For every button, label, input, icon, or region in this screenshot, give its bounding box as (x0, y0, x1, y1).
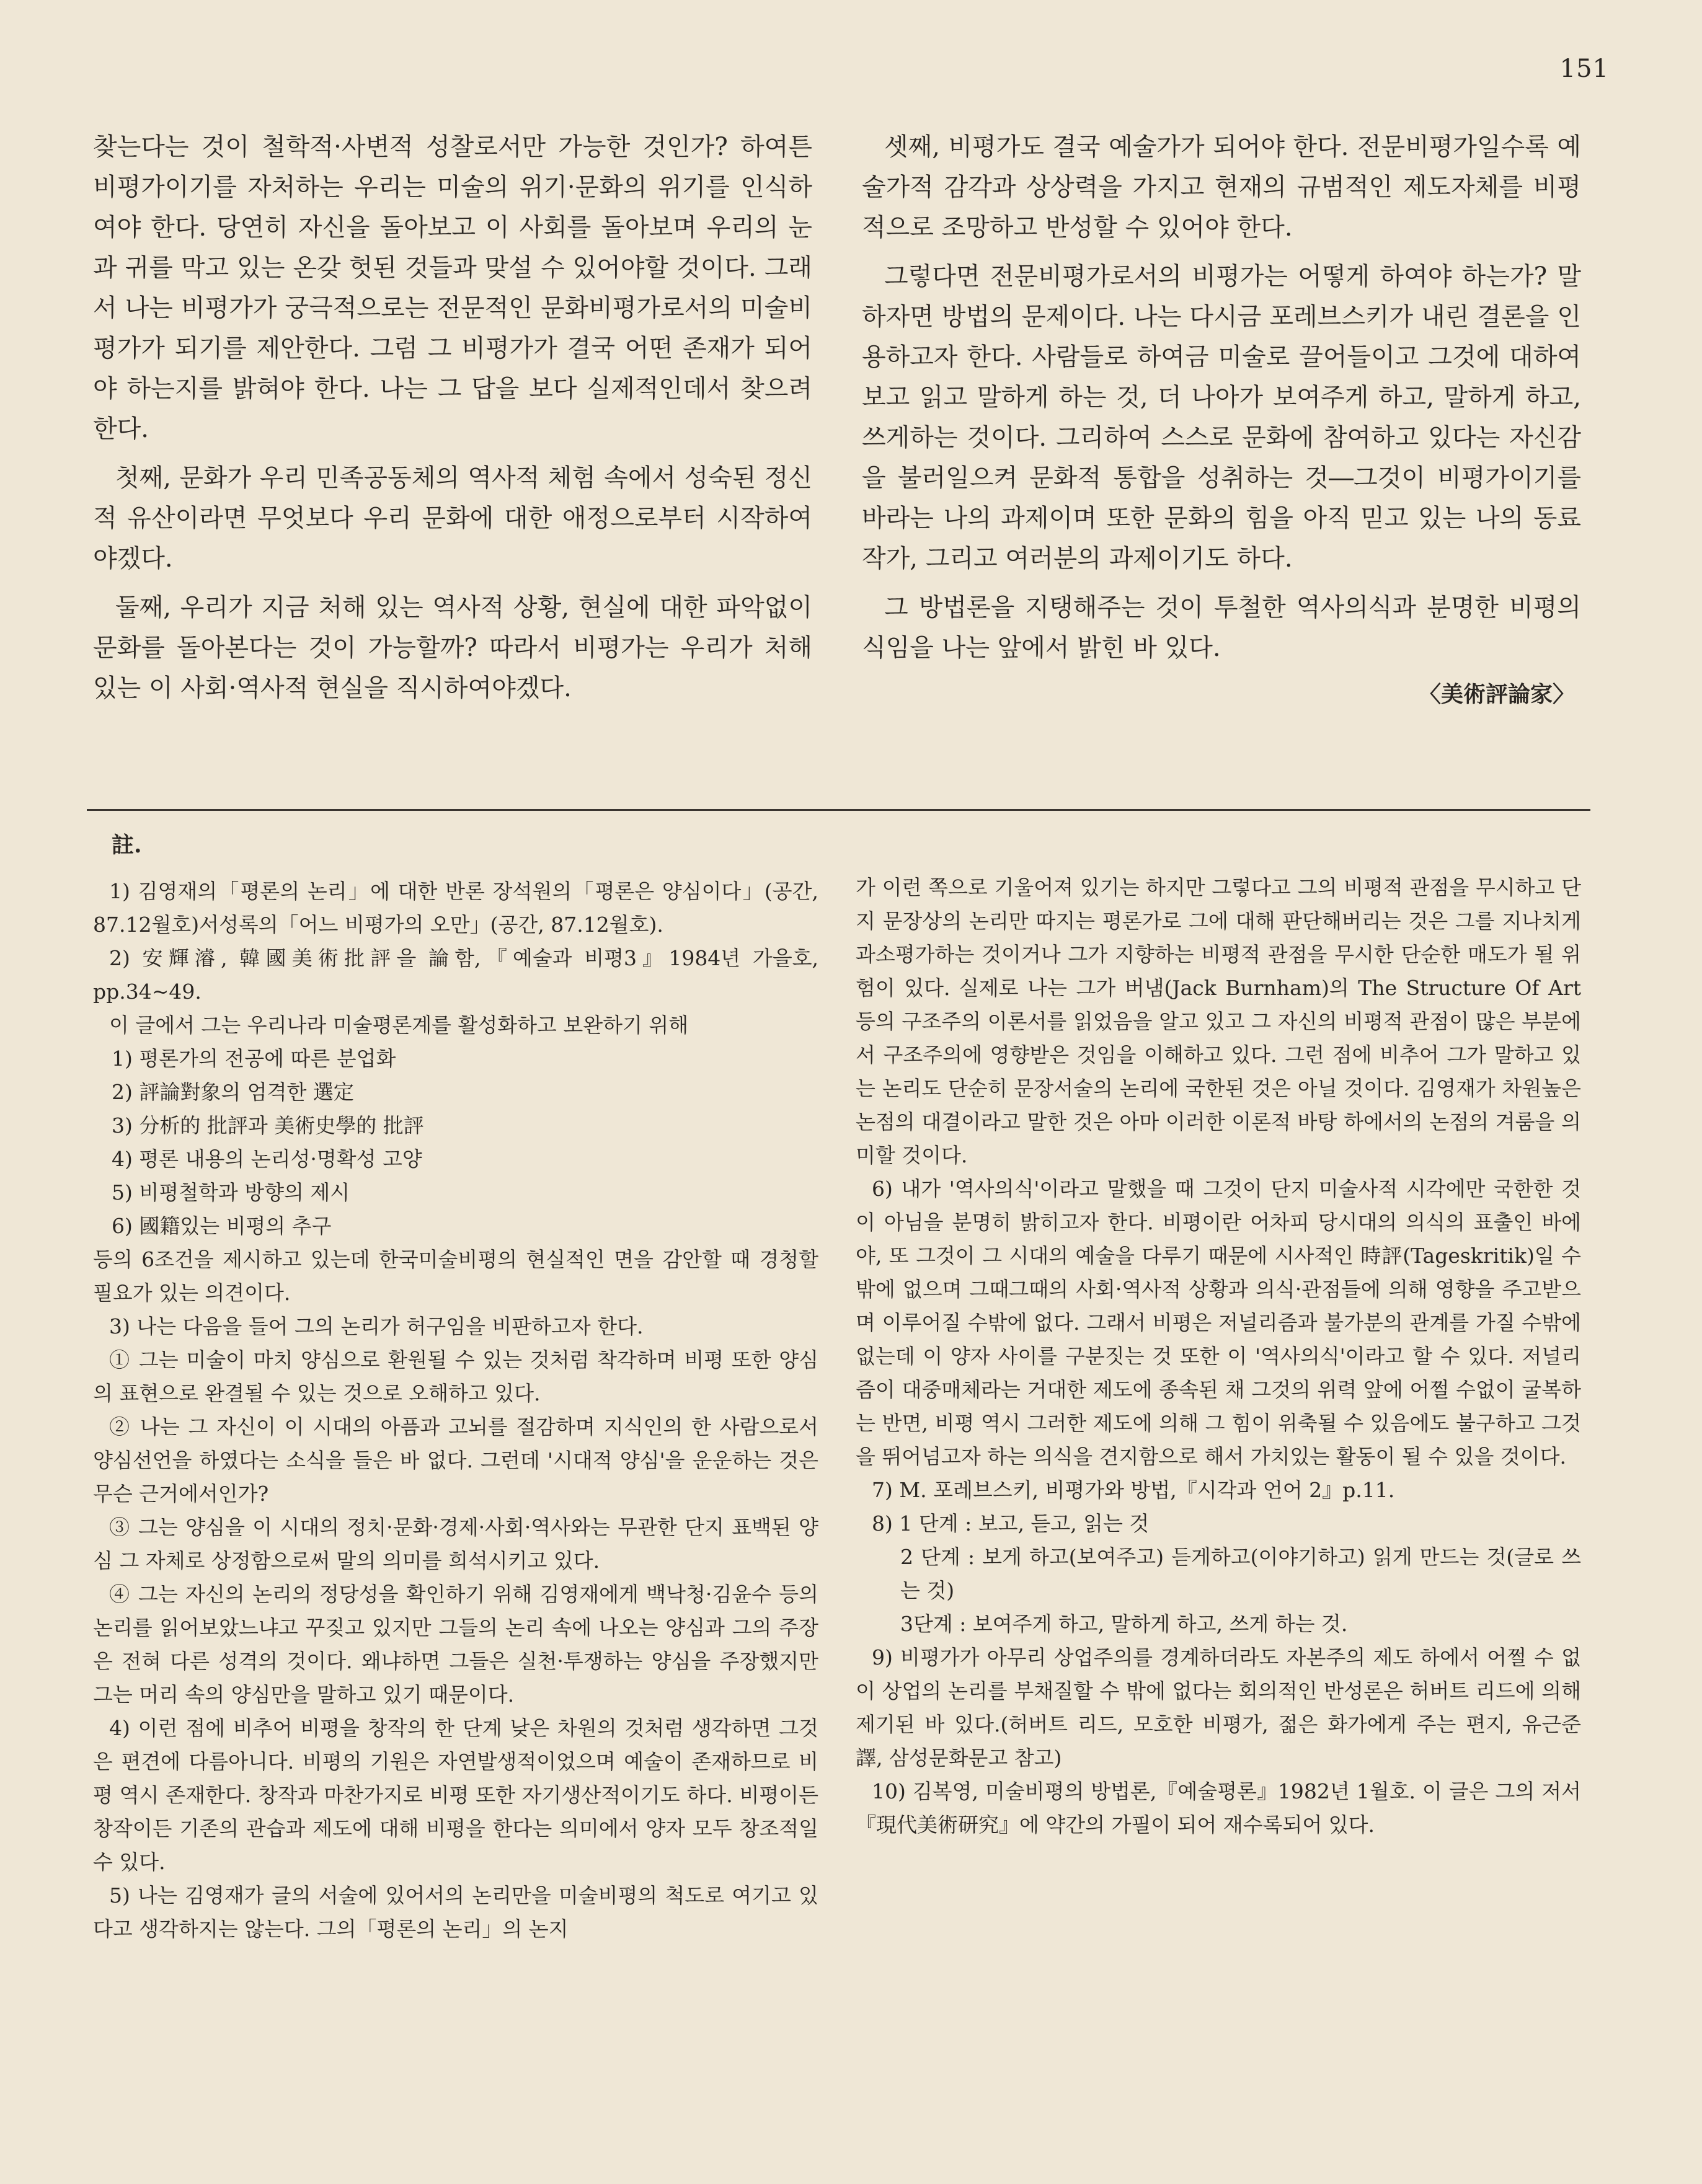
footnote-list-item: 2 단계 : 보게 하고(보여주고) 듣게하고(이야기하고) 읽게 만드는 것(글로 쓰는 것) (900, 1545, 1581, 1603)
page-number: 151 (1559, 55, 1609, 83)
footnotes-column-left (93, 828, 818, 1946)
main-column-left (93, 127, 812, 717)
footnotes (93, 828, 1581, 1946)
footnotes-column-right (856, 828, 1581, 1946)
footnote: 2) 安輝濬, 韓國美術批評을 論함,『예술과 비평3』1984년 가을호, pp.34~49. (93, 946, 818, 1004)
footnote: 8) 1 단계 : 보고, 듣고, 읽는 것 (872, 1511, 1150, 1536)
footnote: 7) M. 포레브스키, 비평가와 방법,『시각과 언어 2』p.11. (872, 1478, 1395, 1502)
footnote: ② 나는 그 자신이 이 시대의 아픔과 고뇌를 절감하며 지식인의 한 사람으로서 양심선언을 하였다는 소식을 들은 바 없다. 그런데 '시대적 양심'을 운운하는 것은 무슨 근거에서인가? (93, 1415, 818, 1506)
main-body (93, 127, 1581, 717)
body-paragraph: 그 방법론을 지탱해주는 것이 투철한 역사의식과 분명한 비평의식임을 나는 앞에서 밝힌 바 있다. (862, 593, 1581, 662)
footnote: 5) 나는 김영재가 글의 서술에 있어서의 논리만을 미술비평의 척도로 여기고 있다고 생각하지는 않는다. 그의「평론의 논리」의 논지 (93, 1883, 818, 1941)
footnote: ① 그는 미술이 마치 양심으로 환원될 수 있는 것처럼 착각하며 비평 또한 양심의 표현으로 완결될 수 있는 것으로 오해하고 있다. (93, 1348, 818, 1405)
footnote: 이 글에서 그는 우리나라 미술평론계를 활성화하고 보완하기 위해 (109, 1013, 689, 1037)
footnote: 3) 나는 다음을 들어 그의 논리가 허구임을 비판하고자 한다. (109, 1314, 644, 1338)
footnote: ④ 그는 자신의 논리의 정당성을 확인하기 위해 김영재에게 백낙청·김윤수 등의 논리를 읽어보았느냐고 꾸짖고 있지만 그들의 논리 속에 나오는 양심과 그의 주장은 전혀 다른 성격의 것이다. 왜냐하면 그들은 실천·투쟁하는 양심을 주장했지만 그는 머리 속의 양심만을 말하고 있기 때문이다. (93, 1582, 818, 1707)
body-paragraph: 찾는다는 것이 철학적·사변적 성찰로서만 가능한 것인가? 하여튼 비평가이기를 자처하는 우리는 미술의 위기·문화의 위기를 인식하여야 한다. 당연히 자신을 돌아보고 이 사회를 돌아보며 우리의 눈과 귀를 막고 있는 온갖 헛된 것들과 맞설 수 있어야할 것이다. 그래서 나는 비평가가 궁극적으로는 전문적인 문화비평가로서의 미술비평가가 되기를 제안한다. 그럼 그 비평가가 결국 어떤 존재가 되어야 하는지를 밝혀야 한다. 나는 그 답을 보다 실제적인데서 찾으려 한다. (93, 133, 812, 443)
footnote: ③ 그는 양심을 이 시대의 정치·문화·경제·사회·역사와는 무관한 단지 표백된 양심 그 자체로 상정함으로써 말의 의미를 희석시키고 있다. (93, 1515, 818, 1573)
main-column-right (862, 127, 1581, 717)
body-paragraph: 그렇다면 전문비평가로서의 비평가는 어떻게 하여야 하는가? 말하자면 방법의 문제이다. 나는 다시금 포레브스키가 내린 결론을 인용하고자 한다. 사람들로 하여금 미술로 끌어들이고 그것에 대하여 보고 읽고 말하게 하는 것, 더 나아가 보여주게 하고, 말하게 하고, 쓰게하는 것이다. 그리하여 스스로 문화에 참여하고 있다는 자신감을 불러일으켜 문화적 통합을 성취하는 것―그것이 비평가이기를 바라는 나의 과제이며 또한 문화의 힘을 아직 믿고 있는 나의 동료작가, 그리고 여러분의 과제이기도 하다. (862, 262, 1581, 573)
author-signature: 〈美術評論家〉 (1418, 681, 1575, 707)
footnote: 4) 이런 점에 비추어 비평을 창작의 한 단계 낮은 차원의 것처럼 생각하면 그것은 편견에 다름아니다. 비평의 기원은 자연발생적이었으며 예술이 존재하므로 비평 역시 존재한다. 창작과 마찬가지로 비평 또한 자기생산적이기도 하다. 비평이든 창작이든 기존의 관습과 제도에 대해 비평을 한다는 의미에서 양자 모두 창조적일 수 있다. (93, 1716, 818, 1874)
footnote-list-item: 2) 評論對象의 엄격한 選定 (112, 1080, 354, 1104)
body-paragraph: 둘째, 우리가 지금 처해 있는 역사적 상황, 현실에 대한 파악없이 문화를 돌아본다는 것이 가능할까? 따라서 비평가는 우리가 처해 있는 이 사회·역사적 현실을 직시하여야겠다. (93, 593, 812, 702)
footnote: 1) 김영재의「평론의 논리」에 대한 반론 장석원의「평론은 양심이다」(공간, 87.12월호)서성록의「어느 비평가의 오만」(공간, 87.12월호). (93, 879, 818, 937)
footnote: 가 이런 쪽으로 기울어져 있기는 하지만 그렇다고 그의 비평적 관점을 무시하고 단지 문장상의 논리만 따지는 평론가로 그에 대해 판단해버리는 것은 그를 지나치게 과소평가하는 것이거나 그가 지향하는 비평적 관점을 무시한 단순한 매도가 될 위험이 있다. 실제로 나는 그가 버냄(Jack Burnham)의 The Structure Of Art 등의 구조주의 이론서를 읽었음을 알고 있고 그 자신의 비평적 관점이 많은 부분에서 구조주의에 영향받은 것임을 이해하고 있다. 그런 점에 비추어 그가 말하고 있는 논리도 단순히 문장서술의 논리에 국한된 것은 아닐 것이다. 김영재가 차원높은 논점의 대결이라고 말한 것은 아마 이러한 이론적 바탕 하에서의 논점의 겨룸을 의미할 것이다. (856, 875, 1581, 1167)
body-paragraph: 첫째, 문화가 우리 민족공동체의 역사적 체험 속에서 성숙된 정신적 유산이라면 무엇보다 우리 문화에 대한 애정으로부터 시작하여야겠다. (93, 464, 812, 573)
footnote: 등의 6조건을 제시하고 있는데 한국미술비평의 현실적인 면을 감안할 때 경청할 필요가 있는 의견이다. (93, 1247, 818, 1305)
body-paragraph: 셋째, 비평가도 결국 예술가가 되어야 한다. 전문비평가일수록 예술가적 감각과 상상력을 가지고 현재의 규범적인 제도자체를 비평적으로 조망하고 반성할 수 있어야 한다. (862, 133, 1581, 242)
footnote-list-item: 4) 평론 내용의 논리성·명확성 고양 (112, 1147, 422, 1171)
footnote-list-item: 5) 비평철학과 방향의 제시 (112, 1180, 350, 1205)
footnote: 6) 내가 '역사의식'이라고 말했을 때 그것이 단지 미술사적 시각에만 국한한 것이 아님을 분명히 밝히고자 한다. 비평이란 어차피 당시대의 의식의 표출인 바에야, 또 그것이 그 시대의 예술을 다루기 때문에 시사적인 時評(Tageskritik)일 수밖에 없으며 그때그때의 사회·역사적 상황과 의식·관점들에 의해 영향을 주고받으며 이루어질 수밖에 없다. 그래서 비평은 저널리즘과 불가분의 관계를 가질 수밖에 없는데 이 양자 사이를 구분짓는 것 또한 이 '역사의식'이라고 할 수 있다. 저널리즘이 대중매체라는 거대한 제도에 종속된 채 그것의 위력 앞에 어쩔 수없이 굴복하는 반면, 비평 역시 그러한 제도에 의해 그 힘이 위축될 수 있음에도 불구하고 그것을 뛰어넘고자 하는 의식을 견지함으로 해서 가치있는 활동이 될 수 있을 것이다. (856, 1177, 1581, 1469)
footnote: 9) 비평가가 아무리 상업주의를 경계하더라도 자본주의 제도 하에서 어쩔 수 없이 상업의 논리를 부채질할 수 밖에 없다는 회의적인 반성론은 허버트 리드에 의해 제기된 바 있다.(허버트 리드, 모호한 비평가, 젊은 화가에게 주는 편지, 유근준 譯, 삼성문화문고 참고) (856, 1645, 1581, 1770)
footnote: 10) 김복영, 미술비평의 방법론,『예술평론』1982년 1월호. 이 글은 그의 저서『現代美術研究』에 약간의 가필이 되어 재수록되어 있다. (856, 1779, 1581, 1837)
footnote-list-item: 3) 分析的 批評과 美術史學的 批評 (112, 1113, 424, 1138)
footnotes-heading: 註. (112, 832, 142, 858)
footnote-list-item: 3단계 : 보여주게 하고, 말하게 하고, 쓰게 하는 것. (900, 1612, 1348, 1636)
footnote-list-item: 1) 평론가의 전공에 따른 분업화 (112, 1046, 396, 1071)
footnote-list-item: 6) 國籍있는 비평의 추구 (112, 1214, 332, 1238)
section-divider (87, 809, 1590, 811)
